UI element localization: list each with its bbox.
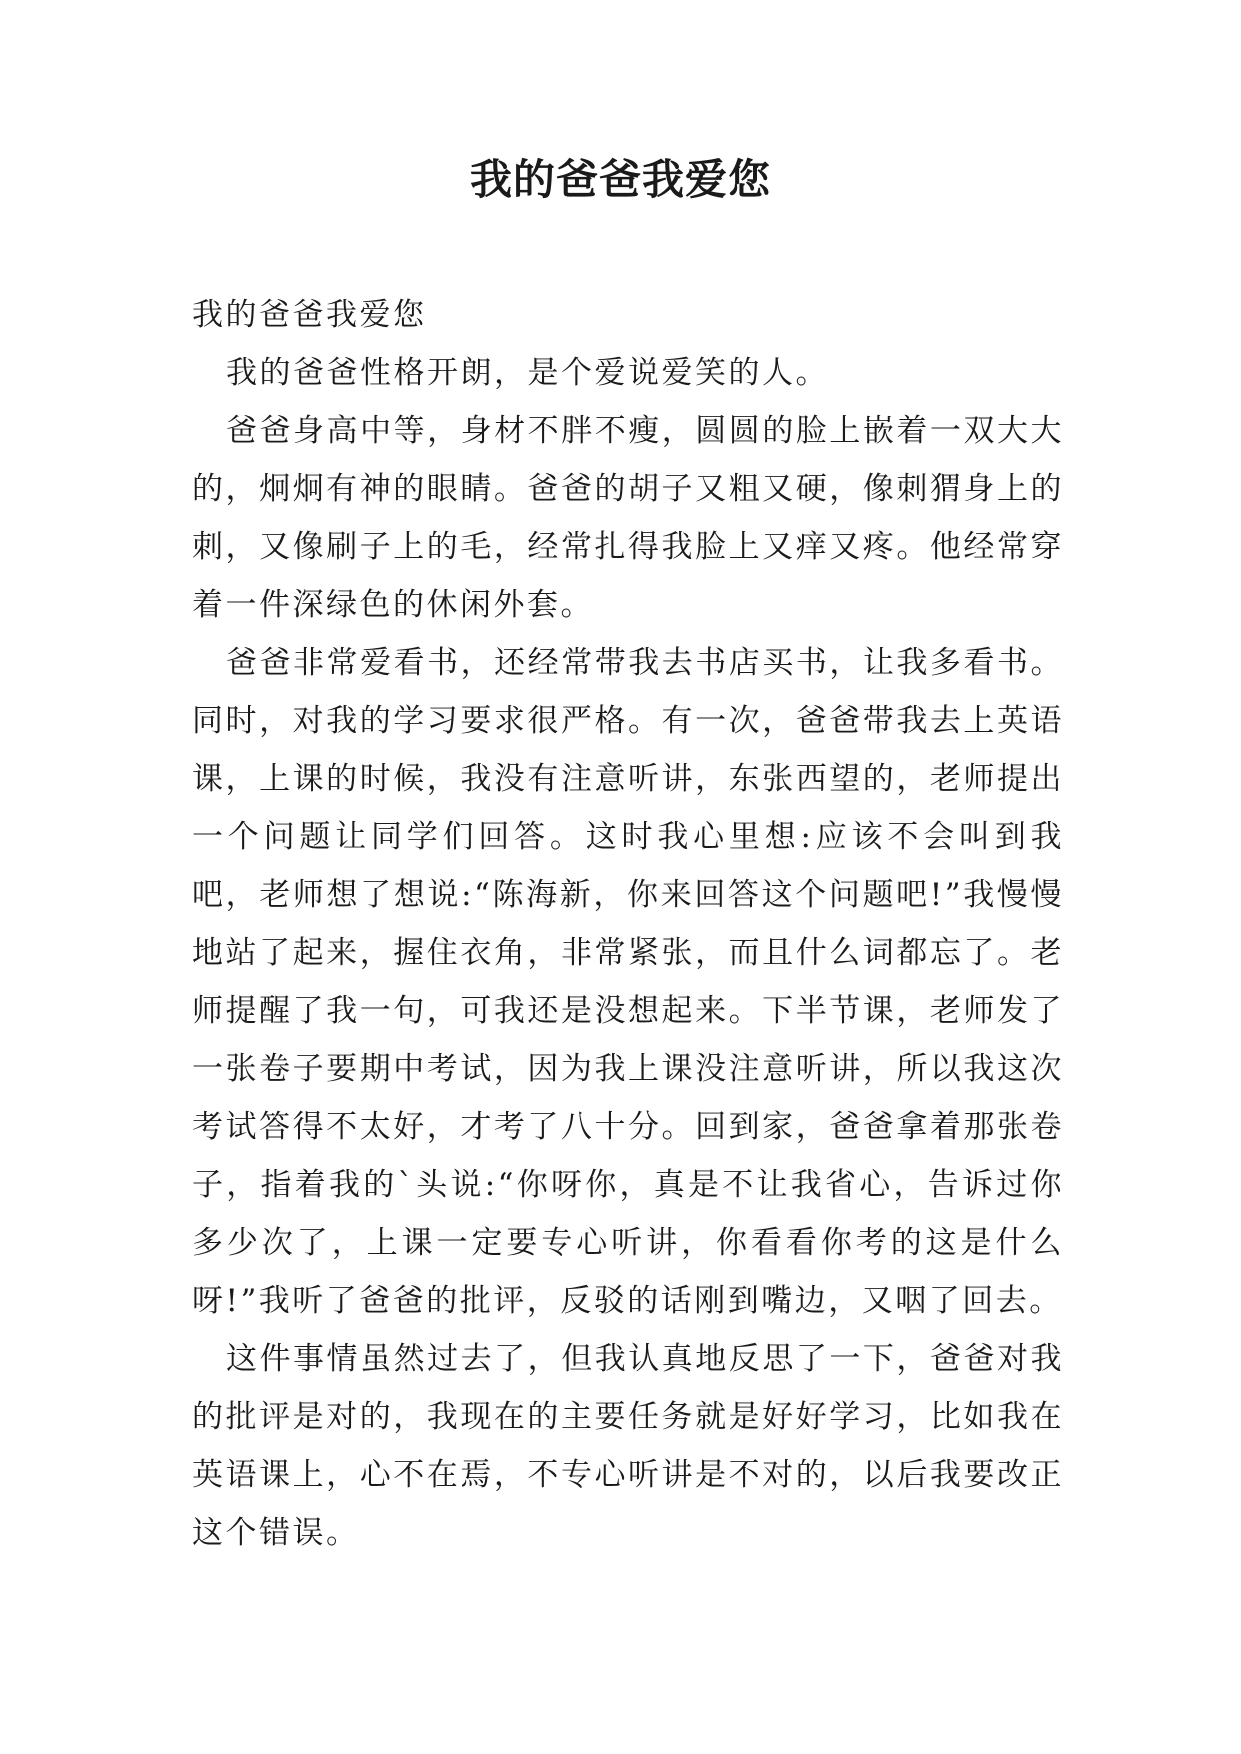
paragraph-1: 我的爸爸性格开朗，是个爱说爱笑的人。 — [226, 355, 829, 391]
paragraph-2: 爸爸身高中等，身材不胖不瘦，圆圆的脸上嵌着一双大大的，炯炯有神的眼睛。爸爸的胡子又粗又硬，像刺猬身上的刺，又像刷子上的毛，经常扎得我脸上又痒又疼。他经常穿着一件深绿色的休闲外套。 — [192, 413, 1064, 623]
document-subtitle: 我的爸爸我爱您 — [192, 297, 427, 333]
paragraph-4: 这件事情虽然过去了，但我认真地反思了一下，爸爸对我的批评是对的，我现在的主要任务就是好好学习，比如我在英语课上，心不在焉，不专心听讲是不对的，以后我要改正这个错误。 — [192, 1341, 1064, 1551]
page-title: 我的爸爸我爱您 — [469, 155, 771, 204]
paragraph-3: 爸爸非常爱看书，还经常带我去书店买书，让我多看书。同时，对我的学习要求很严格。有一次，爸爸带我去上英语课，上课的时候，我没有注意听讲，东张西望的，老师提出一个问题让同学们回答。这时我心里想:应该不会叫到我吧，老师想了想说:“陈海新，你来回答这个问题吧!”我慢慢地站了起来，握住衣角，非常紧张，而且什么词都忘了。老师提醒了我一句，可我还是没想起来。下半节课，老师发了一张卷子要期中考试，因为我上课没注意听讲，所以我这次考试答得不太好，才考了八十分。回到家，爸爸拿着那张卷子，指着我的`头说:“你呀你，真是不让我省心，告诉过你多少次了，上课一定要专心听讲，你看看你考的这是什么呀!”我听了爸爸的批评，反驳的话刚到嘴边，又咽了回去。 — [192, 645, 1064, 1319]
document-body — [192, 286, 1064, 1562]
